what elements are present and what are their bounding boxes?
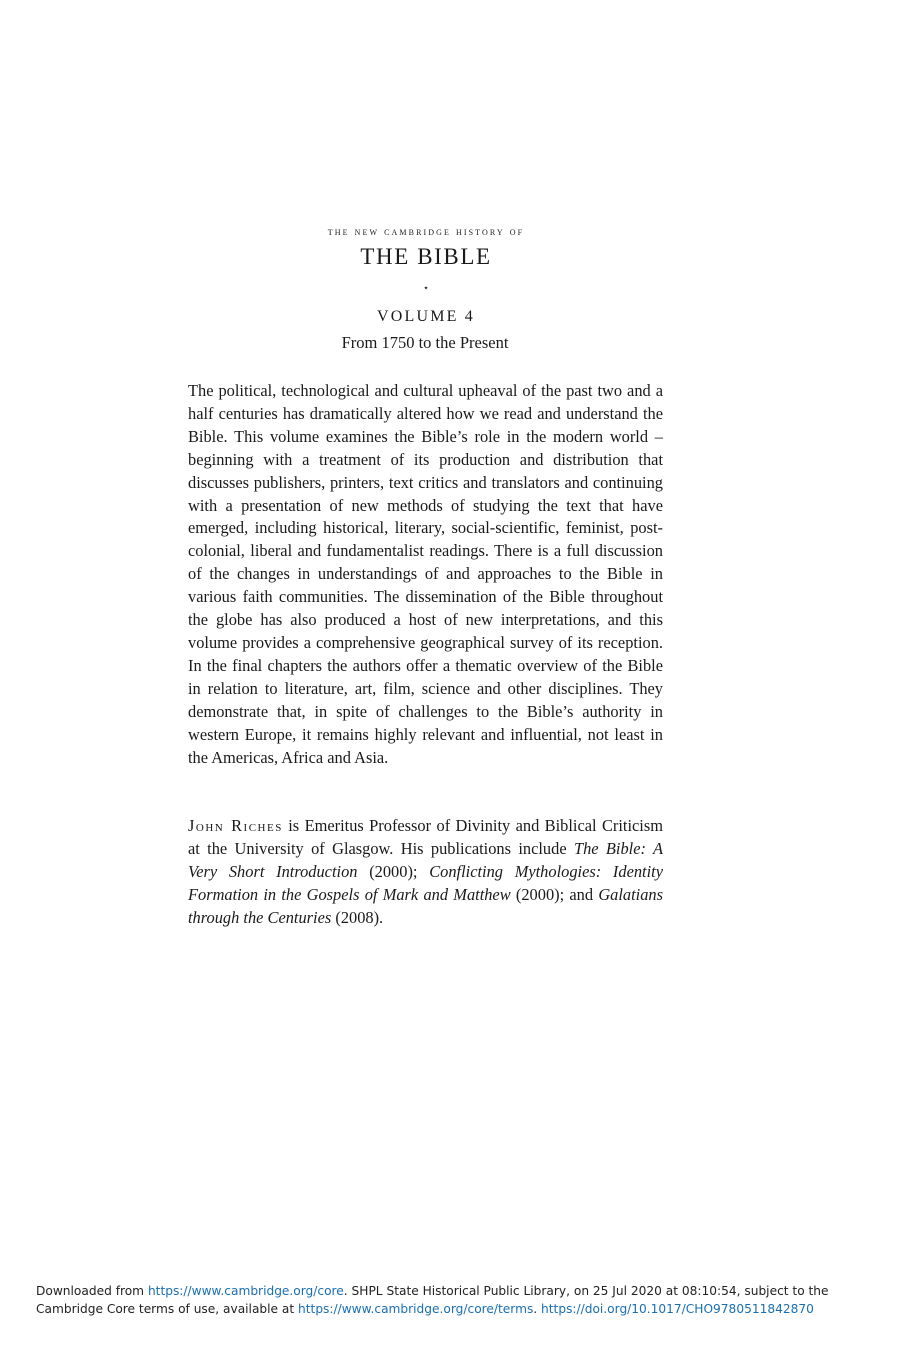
download-footer (36, 1282, 876, 1318)
book-description: The political, technological and cultural upheaval of the past two and a half centuries has dramatically altered how we read and understand the Bible. This volume examines the Bible’s role in the modern world – beginning with a treatment of its production and distribution that discusses publishers, printers, text critics and translators and continuing with a presentation of new methods of studying the text that have emerged, including historical, literary, social-scientific, feminist, post-colonial, liberal and fundamentalist readings. There is a full discussion of the changes in understandings of and approaches to the Bible in various faith communities. The dissemination of the Bible throughout the globe has also produced a host of new interpretations, and this volume provides a comprehensive geographical survey of its reception. In the final chapters the authors offer a thematic overview of the Bible in relation to literature, art, film, science and other disciplines. They demonstrate that, in spite of challenges to the Bible’s authority in western Europe, it remains highly relevant and influential, not least in the Americas, Africa and Asia. (188, 381, 663, 767)
book-title-3: Galatians through the Centuries (188, 884, 663, 927)
book-title: THE BIBLE (360, 244, 492, 269)
book-title-1: The Bible: A Very Short Introduction (188, 838, 664, 881)
volume-subtitle: From 1750 to the Present (341, 333, 509, 352)
volume-label: VOLUME 4 (376, 308, 476, 325)
author-bio (188, 815, 663, 930)
bio-text: (2008). (331, 907, 384, 927)
footer-text: . SHPL State Historical Public Library, on 25 Jul 2020 at 08:10:54, subject to the Cambridge Core terms of use, available at (36, 1284, 829, 1316)
footer-text: Downloaded from (36, 1284, 148, 1298)
cambridge-core-link[interactable]: https://www.cambridge.org/core (147, 1284, 344, 1298)
book-title-2: Conflicting Mythologies: Identity Formation in the Gospels of Mark and Matthew (188, 861, 663, 904)
bio-text: (2000); and (510, 884, 599, 904)
doi-link[interactable]: https://doi.org/10.1017/CHO9780511842870 (541, 1302, 814, 1316)
terms-link[interactable]: https://www.cambridge.org/core/terms (298, 1302, 534, 1316)
author-name: John Riches (188, 816, 283, 835)
bio-text: is Emeritus Professor of Divinity and Biblical Criticism at the University of Glasgow. His publications include (188, 816, 663, 858)
star-ornament: ⋆ (422, 283, 430, 294)
bio-text: (2000); (357, 861, 430, 881)
series-label: the new cambridge history of (327, 226, 525, 238)
footer-text: . (533, 1302, 542, 1316)
